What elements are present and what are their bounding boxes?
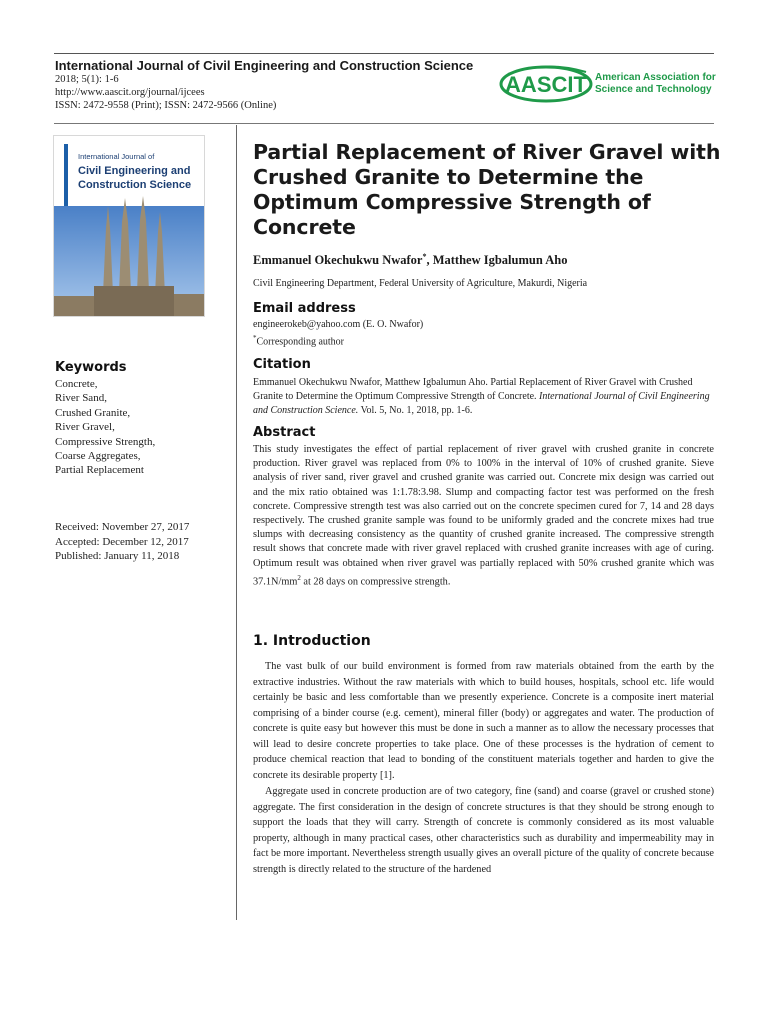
- org-name: [595, 72, 725, 96]
- keyword-item: River Gravel,: [55, 421, 115, 434]
- author-line: [253, 252, 567, 268]
- email-address[interactable]: engineerokeb@yahoo.com (E. O. Nwafor): [253, 319, 424, 330]
- introduction-heading: 1. Introduction: [253, 633, 371, 649]
- volume-info: 2018; 5(1): 1-6: [55, 74, 119, 85]
- org-line-1: American Association for: [595, 72, 716, 83]
- citation-journal: International Journal of Civil Engineering and Construction Science.: [253, 391, 710, 416]
- citation-text: [253, 376, 713, 418]
- published-date: Published: January 11, 2018: [55, 550, 180, 563]
- header-top-rule: [54, 53, 714, 54]
- cover-title: Civil Engineering and Construction Science: [78, 165, 192, 191]
- accepted-date: Accepted: December 12, 2017: [55, 535, 189, 548]
- corresponding-note-mark: *: [253, 334, 257, 342]
- aascit-logo: [498, 60, 728, 110]
- abstract-body: This study investigates the effect of partial replacement of river gravel with crushed granite in concrete production. River gravel was replaced from 0% to 100% in the interval of 10% of crushed granite. Sieve analysis of river sand, river gravel and crushed granite was carried out. Concrete mix design was carried out and the mix ratio obtained was 1:1.78:3.98. Slump and compacting factor test was performed on the fresh concrete. Compressive strength test was also carried out on the concrete specimen cured for 7, 14 and 28 days respectively. The crushed granite sample was found to be uniformly graded and the concrete mixes had true slumps with decreasing consistency as the quantity of crushed granite increased. The compressive strength result shows that concrete made with river gravel replaced with crushed granite increases with age of curing. Optimum result was obtained when river gravel was partially replaced with 50% crushed granite which was 37.1N/mm: [253, 444, 714, 588]
- header-bottom-rule: [54, 123, 714, 124]
- corresponding-note-text: Corresponding author: [256, 336, 344, 348]
- citation-main: Emmanuel Okechukwu Nwafor, Matthew Igbalumun Aho. Partial Replacement of River Gravel with Crushed Granite to Determine the Optimum Compressive Strength of Concrete.: [253, 377, 693, 402]
- column-divider: [236, 125, 237, 920]
- abstract-superscript: 2: [297, 573, 301, 582]
- abstract-end: at 28 days on compressive strength.: [300, 576, 451, 588]
- issn-line: ISSN: 2472-9558 (Print); ISSN: 2472-9566 (Online): [55, 100, 277, 111]
- intro-paragraph-2: Aggregate used in concrete production are of two category, fine (sand) and coarse (gravel or crushed stone) aggregate. The first consideration in the design of concrete structures is that they should be strong enough to support the loads that they will carry. Strength of concrete is commonly considered as its most valuable property, although in many practical cases, other characteristics such as durability and impermeability may in fact be more important. Nevertheless strength usually gives an overall picture of the quality of concrete because strength is directly related to the structure of the hardened: [253, 786, 714, 875]
- keyword-item: River Sand,: [55, 392, 107, 405]
- keyword-item: Coarse Aggregates,: [55, 449, 141, 462]
- logo-text: AASCIT: [505, 72, 587, 97]
- keyword-item: Compressive Strength,: [55, 435, 156, 448]
- aascit-logo-icon: [498, 60, 594, 106]
- org-line-2: Science and Technology: [595, 84, 712, 95]
- citation-tail: Vol. 5, No. 1, 2018, pp. 1-6.: [358, 405, 473, 416]
- corresponding-marker: *: [422, 252, 427, 261]
- keyword-item: Crushed Granite,: [55, 406, 131, 419]
- journal-url[interactable]: http://www.aascit.org/journal/ijcees: [55, 87, 205, 98]
- author-2: Matthew Igbalumun Aho: [432, 253, 568, 268]
- author-1: Emmanuel Okechukwu Nwafor: [253, 253, 423, 268]
- article-title: Partial Replacement of River Gravel with Crushed Granite to Determine the Optimum Compressive Strength of Concrete: [253, 140, 721, 239]
- abstract-heading: Abstract: [253, 425, 316, 440]
- introduction-body: [253, 659, 714, 877]
- intro-paragraph-1: The vast bulk of our build environment is formed from raw materials obtained from the earth by the extractive industries. Without the raw materials with which to build houses, hospitals, school etc. life would certainly be basic and less comfortable than we presently experience. Concrete is a composite inert material comprising of a binder course (e.g. cement), mineral filler (body) or aggregates and water. The production of concrete is quite easy but however this must be done in such a manner as to allow the necessary processes that will lead to desire concrete properties to take place. One of these processes is the hydration of cement to produce chemical reaction that lead to bonding of the constituent materials together and harden to give the concrete its desirable property [1].: [253, 661, 714, 781]
- article-dates: [55, 520, 189, 564]
- journal-cover-image: [53, 135, 205, 317]
- email-heading: Email address: [253, 301, 356, 316]
- cover-illustration: [54, 136, 204, 316]
- abstract-text: [253, 443, 714, 589]
- corresponding-note: [253, 334, 344, 347]
- keyword-item: Partial Replacement: [55, 464, 144, 477]
- journal-name: International Journal of Civil Engineering and Construction Science: [55, 58, 474, 73]
- keyword-item: Concrete,: [55, 378, 98, 390]
- affiliation: Civil Engineering Department, Federal University of Agriculture, Makurdi, Nigeria: [253, 278, 588, 289]
- author-separator: ,: [426, 253, 433, 268]
- keywords-heading: Keywords: [55, 360, 127, 375]
- cover-subtitle: International Journal of: [78, 152, 155, 161]
- keywords-list: [55, 377, 155, 478]
- citation-heading: Citation: [253, 357, 311, 372]
- received-date: Received: November 27, 2017: [55, 521, 190, 533]
